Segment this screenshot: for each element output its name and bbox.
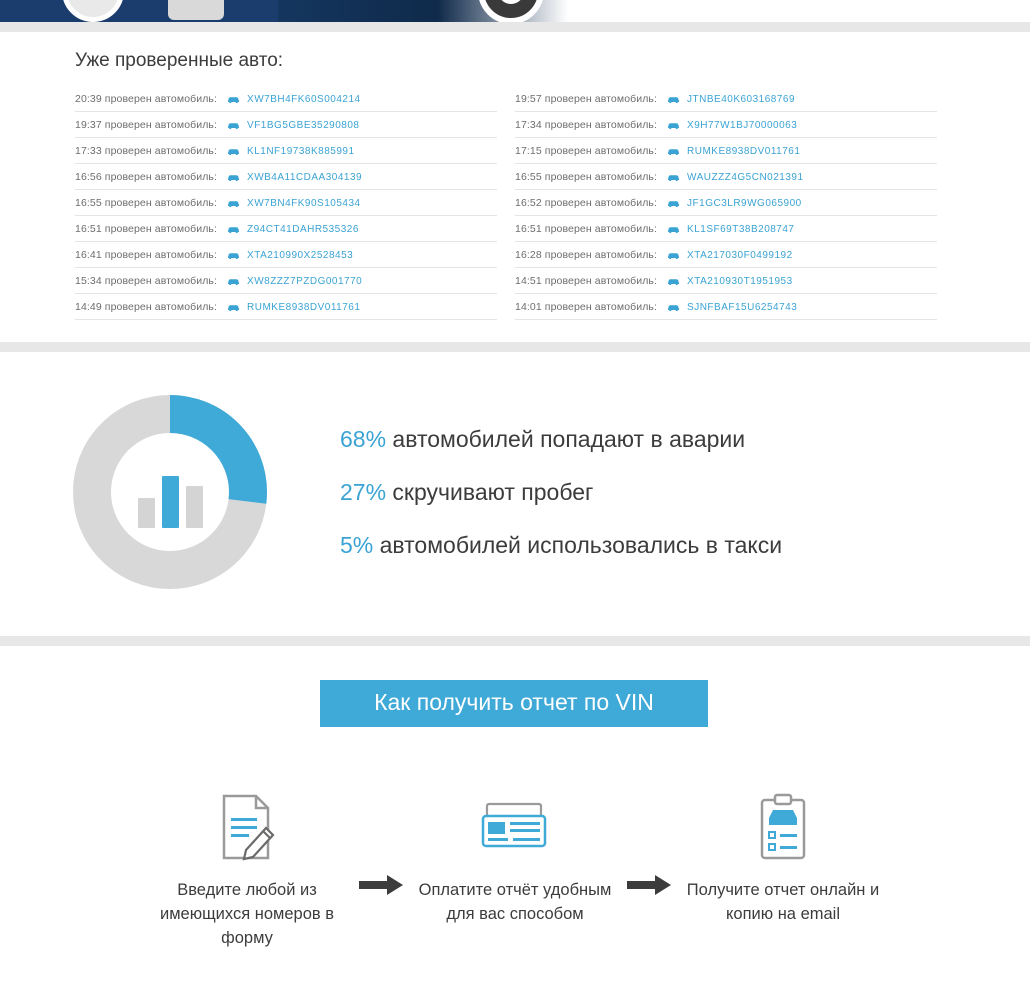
checked-car-time: 14:51 проверен автомобиль:: [515, 275, 658, 287]
checked-car-row: [75, 164, 497, 190]
how-to-step: [149, 791, 345, 951]
car-icon: [667, 121, 680, 130]
vin-link[interactable]: SJNFBAF15U6254743: [687, 301, 798, 313]
vin-link[interactable]: XWB4A11CDAA304139: [247, 171, 363, 183]
donut-chart-wrap: [0, 394, 340, 590]
vin-link[interactable]: JF1GC3LR9WG065900: [687, 197, 802, 209]
vin-link[interactable]: XW7BH4FK60S004214: [247, 93, 361, 105]
divider-stats: [0, 342, 1030, 352]
car-icon: [227, 225, 240, 234]
checked-car-time: 19:37 проверен автомобиль:: [75, 119, 218, 131]
vin-link[interactable]: RUMKE8938DV011761: [247, 301, 361, 313]
statistic-text: автомобилей попадают в аварии: [386, 425, 746, 452]
checked-car-time: 17:34 проверен автомобиль:: [515, 119, 658, 131]
document-pencil-icon: [149, 791, 345, 863]
car-icon: [227, 199, 240, 208]
vin-link[interactable]: XW7BN4FK90S105434: [247, 197, 361, 209]
car-icon: [227, 147, 240, 156]
checked-car-time: 16:52 проверен автомобиль:: [515, 197, 658, 209]
checked-car-row: [515, 216, 937, 242]
checked-car-row: [515, 164, 937, 190]
car-icon: [667, 173, 680, 182]
checked-car-time: 16:41 проверен автомобиль:: [75, 249, 218, 261]
car-icon: [227, 251, 240, 260]
header-square-icon: [168, 0, 224, 20]
car-icon: [227, 121, 240, 130]
header-dark-block: [0, 0, 280, 22]
checked-cars-title: Уже проверенные авто:: [75, 50, 284, 71]
checked-car-time: 20:39 проверен автомобиль:: [75, 93, 218, 105]
statistics-lines: [340, 426, 1030, 559]
donut-inner-bars: [72, 394, 268, 590]
inner-bar-3: [186, 486, 203, 528]
divider-howto: [0, 636, 1030, 646]
checked-cars-column-left: [75, 86, 515, 320]
car-icon: [667, 95, 680, 104]
statistic-line: [340, 426, 1030, 453]
checked-cars-column-right: [515, 86, 955, 320]
checked-cars-grid: [0, 86, 1030, 320]
checked-car-row: [515, 268, 937, 294]
checked-car-time: 16:28 проверен автомобиль:: [515, 249, 658, 261]
car-icon: [667, 251, 680, 260]
checked-car-row: [75, 138, 497, 164]
step-arrow-icon: [613, 791, 685, 895]
checked-car-time: 16:55 проверен автомобиль:: [515, 171, 658, 183]
vin-link[interactable]: X9H77W1BJ70000063: [687, 119, 798, 131]
clipboard-car-icon: [685, 791, 881, 863]
how-to-section: [0, 646, 1030, 961]
site-header-banner: [0, 0, 1030, 22]
checked-car-time: 14:49 проверен автомобиль:: [75, 301, 218, 313]
inner-bar-1: [138, 498, 155, 528]
statistic-line: [340, 532, 1030, 559]
car-icon: [227, 303, 240, 312]
checked-car-row: [75, 190, 497, 216]
car-icon: [667, 147, 680, 156]
car-icon: [227, 173, 240, 182]
checked-car-row: [515, 138, 937, 164]
statistic-text: скручивают пробег: [386, 478, 594, 505]
checked-car-row: [515, 86, 937, 112]
car-icon: [667, 225, 680, 234]
car-icon: [227, 95, 240, 104]
checked-car-time: 17:15 проверен автомобиль:: [515, 145, 658, 157]
how-to-step-text: Введите любой из имеющихся номеров в форму: [159, 881, 334, 947]
checked-car-time: 16:56 проверен автомобиль:: [75, 171, 218, 183]
how-to-step: [417, 791, 613, 927]
checked-car-row: [75, 86, 497, 112]
statistic-line: [340, 479, 1030, 506]
checked-car-row: [75, 242, 497, 268]
how-to-step-text: Получите отчет онлайн и копию на email: [686, 881, 880, 923]
checked-car-time: 16:51 проверен автомобиль:: [515, 223, 658, 235]
vin-link[interactable]: KL1NF19738K885991: [247, 145, 355, 157]
car-icon: [667, 277, 680, 286]
vin-link[interactable]: XTA210990X2528453: [247, 249, 354, 261]
divider-top: [0, 22, 1030, 32]
vin-link[interactable]: RUMKE8938DV011761: [687, 145, 801, 157]
checked-car-row: [515, 112, 937, 138]
statistic-text: автомобилей использовались в такси: [373, 531, 783, 558]
credit-card-icon: [417, 791, 613, 863]
how-to-step-text: Оплатите отчёт удобным для вас способом: [418, 881, 612, 923]
checked-car-time: 19:57 проверен автомобиль:: [515, 93, 658, 105]
checked-cars-section: [0, 32, 1030, 342]
car-icon: [227, 277, 240, 286]
checked-car-row: [515, 190, 937, 216]
car-icon: [667, 199, 680, 208]
checked-car-row: [75, 216, 497, 242]
vin-link[interactable]: Z94CT41DAHR535326: [247, 223, 359, 235]
vin-link[interactable]: XTA210930T1951953: [687, 275, 793, 287]
vin-link[interactable]: JTNBE40K603168769: [687, 93, 796, 105]
donut-chart: [72, 394, 268, 590]
checked-car-time: 14:01 проверен автомобиль:: [515, 301, 658, 313]
checked-car-row: [75, 294, 497, 320]
vin-link[interactable]: WAUZZZ4G5CN021391: [687, 171, 804, 183]
how-to-step: [685, 791, 881, 927]
vin-link[interactable]: KL1SF69T38B208747: [687, 223, 795, 235]
checked-car-time: 16:51 проверен автомобиль:: [75, 223, 218, 235]
vin-link[interactable]: XW8ZZZ7PZDG001770: [247, 275, 363, 287]
checked-car-time: 15:34 проверен автомобиль:: [75, 275, 218, 287]
vin-link[interactable]: XTA217030F0499192: [687, 249, 793, 261]
inner-bar-2: [162, 476, 179, 528]
step-arrow-icon: [345, 791, 417, 895]
car-icon: [667, 303, 680, 312]
checked-car-time: 17:33 проверен автомобиль:: [75, 145, 218, 157]
statistic-percent: 68%: [340, 425, 387, 452]
statistics-section: [0, 352, 1030, 636]
statistic-percent: 5%: [340, 531, 374, 558]
checked-car-row: [515, 242, 937, 268]
checked-car-row: [515, 294, 937, 320]
vin-link[interactable]: VF1BG5GBE35290808: [247, 119, 360, 131]
how-to-banner: Как получить отчет по VIN: [320, 680, 708, 727]
statistic-percent: 27%: [340, 478, 387, 505]
how-to-steps: [0, 791, 1030, 951]
checked-car-row: [75, 268, 497, 294]
checked-car-row: [75, 112, 497, 138]
checked-car-time: 16:55 проверен автомобиль:: [75, 197, 218, 209]
